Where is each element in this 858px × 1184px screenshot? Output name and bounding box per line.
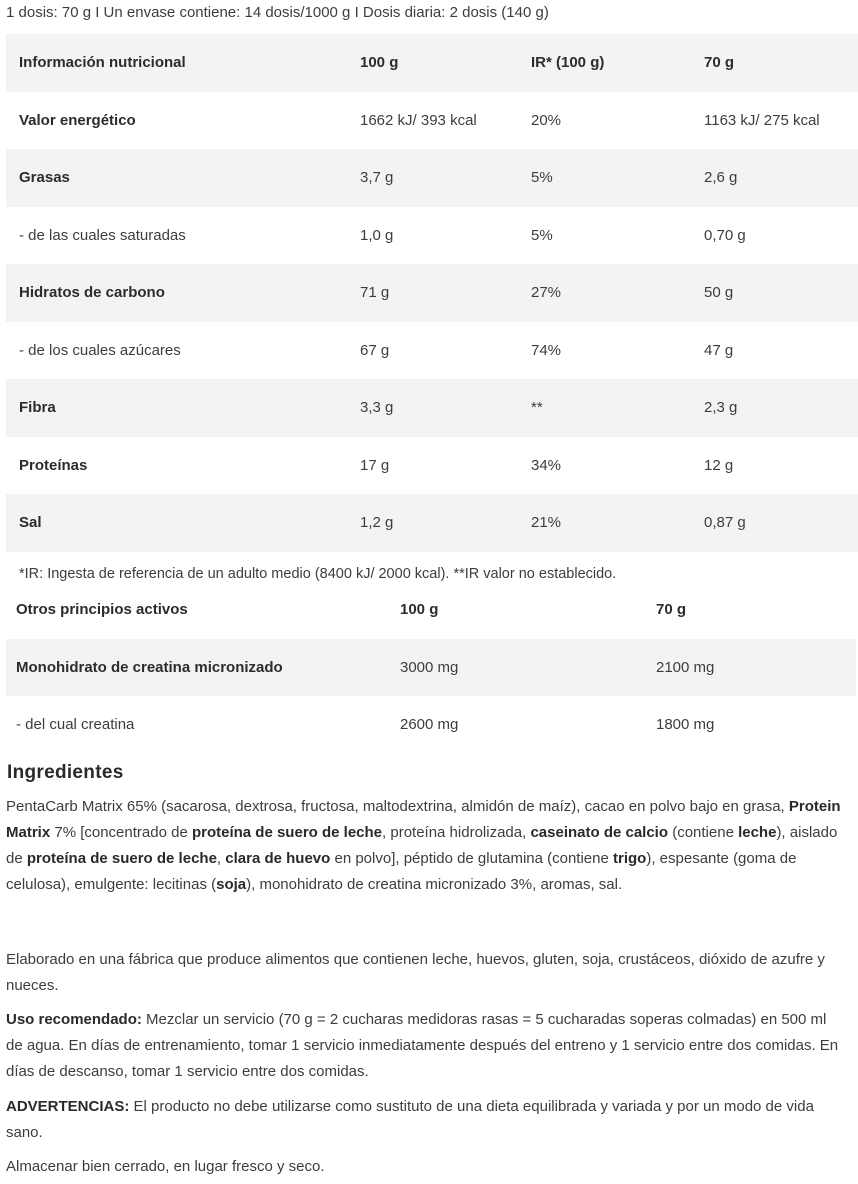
nutrition-header-cell: IR* (100 g) [518,34,691,92]
nutrient-name: Fibra [6,379,347,437]
actives-row [6,639,856,697]
ir-footnote: *IR: Ingesta de referencia de un adulto medio (8400 kJ/ 2000 kcal). **IR valor no establecido. [19,566,617,582]
dose-info: 1 dosis: 70 g I Un envase contiene: 14 dosis/1000 g I Dosis diaria: 2 dosis (140 g) [6,4,549,21]
value-per-70g: 12 g [704,456,734,474]
actives-header-cell: 70 g [656,601,687,619]
nutrition-row [6,264,858,322]
value-per-100g: 71 g [347,264,518,322]
storage-note: Almacenar bien cerrado, en lugar fresco y seco. [6,1158,325,1175]
ingredient-text: 7% [concentrado de [50,824,192,841]
value-per-70g: 2,6 g [691,149,858,207]
ingredient-highlight: soja [216,876,247,893]
nutrient-name: - de las cuales saturadas [19,226,186,244]
active-per-100g: 3000 mg [390,639,646,697]
value-per-100g: 17 g [360,456,390,474]
value-per-100g: 3,3 g [347,379,518,437]
reference-intake: 74% [531,341,562,359]
allergen-note: Elaborado en una fábrica que produce alimentos que contienen leche, huevos, gluten, soja, crustáceos, dióxido de azufre y nueces. [6,951,825,994]
nutrition-row [6,494,858,552]
nutrition-row [6,437,858,495]
reference-intake: 20% [531,111,562,129]
nutrition-row [6,149,858,207]
value-per-100g: 1,0 g [360,226,394,244]
ingredient-highlight: trigo [613,850,647,867]
nutrient-name: Grasas [6,149,347,207]
nutrient-name: Valor energético [19,111,136,129]
nutrition-header-cell: 100 g [347,34,518,92]
reference-intake: 27% [518,264,691,322]
value-per-70g: 2,3 g [691,379,858,437]
actives-header-row [6,581,856,639]
ingredient-text: , [216,850,226,867]
ingredients-heading: Ingredientes [7,762,124,783]
reference-intake: 21% [518,494,691,552]
usage-label: Uso recomendado: [6,1011,142,1028]
actives-header-cell: 100 g [400,601,439,619]
value-per-70g: 0,87 g [691,494,858,552]
active-per-100g: 2600 mg [400,716,459,734]
actives-row [6,696,856,754]
active-name: Monohidrato de creatina micronizado [6,639,390,697]
value-per-100g: 67 g [360,341,390,359]
ingredient-text: ), aislado de [6,824,838,867]
ingredients-text [6,794,846,898]
actives-header-cell: Otros principios activos [16,601,188,619]
nutrition-header-cell: Información nutricional [6,34,347,92]
nutrition-row [6,92,858,150]
ingredient-text: , proteína hidrolizada, [382,824,531,841]
nutrient-name: Hidratos de carbono [6,264,347,322]
ingredient-highlight: Protein Matrix [6,798,841,841]
ingredient-text: (contiene [668,824,739,841]
ingredient-highlight: leche [738,824,777,841]
usage-text: Mezclar un servicio (70 g = 2 cucharas medidoras rasas = 5 cucharadas soperas colmadas) en 500 ml de agua. En días de entrenamiento, tomar 1 servicio inmediatamente después del entreno y 1 servicio entre dos comidas. En días de descanso, tomar 1 servicio entre dos comidas. [6,1011,839,1080]
nutrition-table [6,34,858,552]
active-per-70g: 2100 mg [646,639,856,697]
warnings-label: ADVERTENCIAS: [6,1098,130,1115]
nutrition-header-row [6,34,858,92]
active-per-70g: 1800 mg [656,716,715,734]
ingredient-highlight: clara de huevo [225,850,331,867]
ingredient-text: PentaCarb Matrix 65% (sacarosa, dextrosa, fructosa, maltodextrina, almidón de maíz), cacao en polvo bajo en grasa, [6,798,789,815]
ingredient-text: ), espesante (goma de celulosa), emulgente: lecitinas ( [6,850,797,893]
nutrition-row [6,207,858,265]
nutrient-name: - de los cuales azúcares [19,341,181,359]
ingredient-text: en polvo], péptido de glutamina (contiene [330,850,614,867]
value-per-70g: 47 g [704,341,734,359]
nutrition-row [6,322,858,380]
nutrition-row [6,379,858,437]
active-ingredients-table [6,581,856,754]
nutrition-header-cell: 70 g [691,34,858,92]
value-per-70g: 0,70 g [704,226,746,244]
active-name: - del cual creatina [16,716,135,734]
value-per-70g: 1163 kJ/ 275 kcal [704,111,820,129]
ingredient-highlight: proteína de suero de leche [191,824,383,841]
nutrient-name: Sal [6,494,347,552]
reference-intake: ** [518,379,691,437]
warnings-text: El producto no debe utilizarse como sustituto de una dieta equilibrada y variada y por un modo de vida sano. [6,1098,814,1141]
value-per-100g: 1,2 g [347,494,518,552]
reference-intake: 34% [531,456,562,474]
nutrient-name: Proteínas [19,456,88,474]
value-per-70g: 50 g [691,264,858,322]
warnings [6,1094,846,1146]
value-per-100g: 3,7 g [347,149,518,207]
ingredient-text: ), monohidrato de creatina micronizado 3%, aromas, sal. [246,876,623,893]
ingredient-highlight: caseinato de calcio [530,824,669,841]
value-per-100g: 1662 kJ/ 393 kcal [360,111,477,129]
reference-intake: 5% [518,149,691,207]
reference-intake: 5% [531,226,553,244]
usage-instructions [6,1007,846,1085]
ingredient-highlight: proteína de suero de leche [26,850,217,867]
